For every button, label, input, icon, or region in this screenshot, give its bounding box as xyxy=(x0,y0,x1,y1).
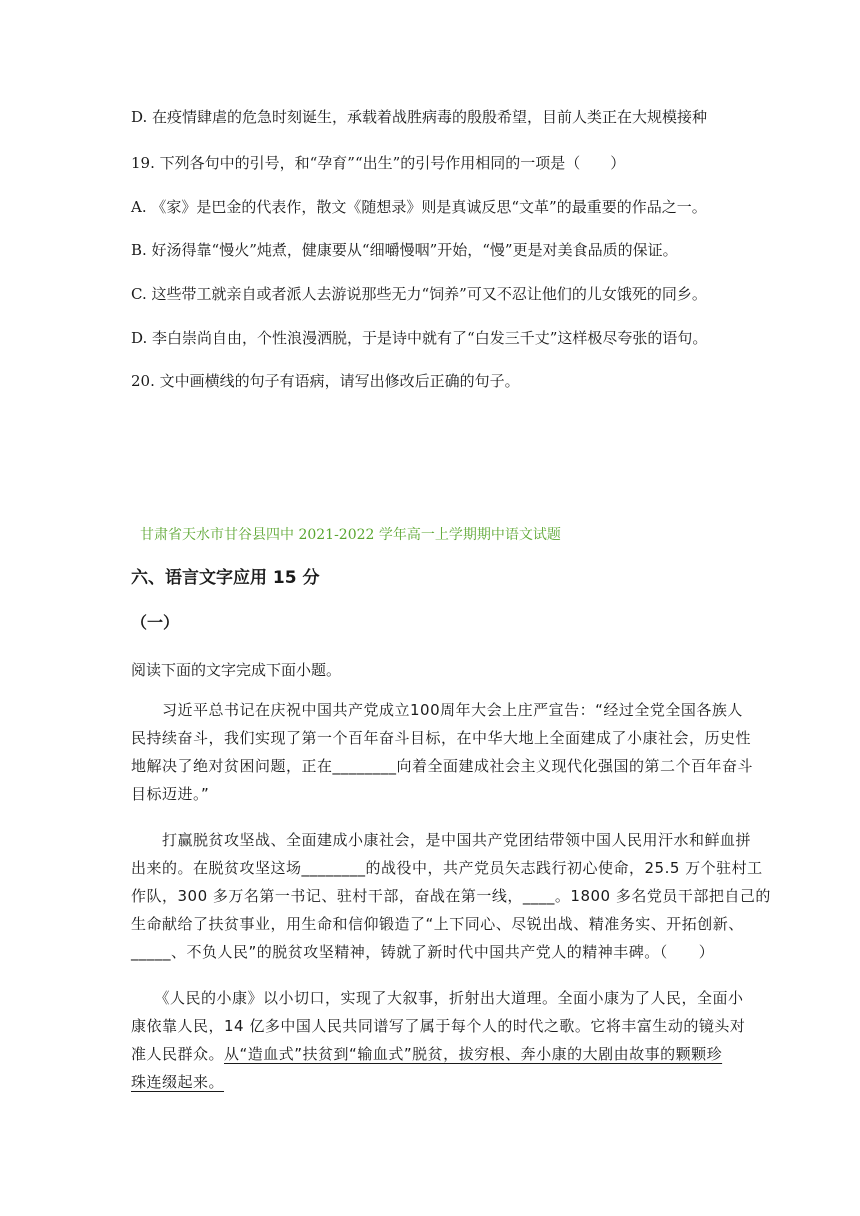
q18-option-d: D. 在疫情肆虐的危急时刻诞生，承载着战胜病毒的殷殷希望，目前人类正在大规模接种 xyxy=(131,108,708,126)
underlined-sentence-end: 珠连缀起来。 xyxy=(131,1073,225,1091)
passage-line: _____、不负人民”的脱贫攻坚精神，铸就了新时代中国共产党人的精神丰碑。（ ） xyxy=(131,943,715,961)
q19-stem: 19. 下列各句中的引号，和“孕育”“出生”的引号作用相同的一项是（ ） xyxy=(131,154,626,172)
passage-line: 生命献给了扶贫事业，用生命和信仰锻造了“上下同心、尽锐出战、精准务实、开拓创新、 xyxy=(131,915,744,933)
subsection-title: （一） xyxy=(131,613,180,632)
passage-line: 《人民的小康》以小切口，实现了大叙事，折射出大道理。全面小康为了人民，全面小 xyxy=(131,989,744,1007)
section-title: 六、语言文字应用 15 分 xyxy=(131,568,320,588)
passage-paragraph-2 xyxy=(131,826,771,966)
passage-paragraph-3 xyxy=(131,984,746,1096)
passage-line: 康依靠人民，14 亿多中国人民共同谱写了属于每个人的时代之歌。它将丰富生动的镜头对 xyxy=(131,1017,746,1035)
q20-stem: 20. 文中画横线的句子有语病，请写出修改后正确的句子。 xyxy=(131,372,520,390)
passage-line: 地解决了绝对贫困问题，正在________向着全面建成社会主义现代化强国的第二个百年奋斗 xyxy=(131,757,754,775)
passage-text: 准人民群众。 xyxy=(131,1045,225,1063)
passage-line: 打赢脱贫攻坚战、全面建成小康社会，是中国共产党团结带领中国人民用汗水和鲜血拼 xyxy=(131,831,752,849)
passage-line: 习近平总书记在庆祝中国共产党成立100周年大会上庄严宣告：“经过全党全国各族人 xyxy=(131,701,743,719)
passage-line: 目标迈进。” xyxy=(131,785,210,803)
passage-line: 出来的。在脱贫攻坚这场________的战役中，共产党员矢志践行初心使命，25.5 万个驻村工 xyxy=(131,859,763,877)
passage-line: 民持续奋斗，我们实现了第一个百年奋斗目标，在中华大地上全面建成了小康社会，历史性 xyxy=(131,729,752,747)
passage-paragraph-1 xyxy=(131,696,754,808)
passage-line xyxy=(131,1040,731,1068)
reading-instruction: 阅读下面的文字完成下面小题。 xyxy=(131,661,342,679)
passage-line: 作队，300 多万名第一书记、驻村干部，奋战在第一线，____。1800 多名党员干部把自己的 xyxy=(131,887,771,905)
q19-option-b: B. 好汤得靠“慢火”炖煮，健康要从“细嚼慢咽”开始，“慢”更是对美食品质的保证。 xyxy=(131,241,678,259)
q19-option-c: C. 这些带工就亲自或者派人去游说那些无力“饲养”可又不忍让他们的儿女饿死的同乡。 xyxy=(131,285,707,303)
underlined-sentence: 从“造血式”扶贫到“输血式”脱贫，拔穷根、奔小康的大剧由故事的颗颗珍 xyxy=(224,1045,723,1063)
q19-option-a: A. 《家》是巴金的代表作，散文《随想录》则是真诚反思“文革”的最重要的作品之一。 xyxy=(131,198,707,216)
source-link[interactable]: 甘肃省天水市甘谷县四中 2021-2022 学年高一上学期期中语文试题 xyxy=(140,527,561,543)
q19-option-d: D. 李白崇尚自由，个性浪漫洒脱，于是诗中就有了“白发三千丈”这样极尽夸张的语句。 xyxy=(131,329,708,347)
